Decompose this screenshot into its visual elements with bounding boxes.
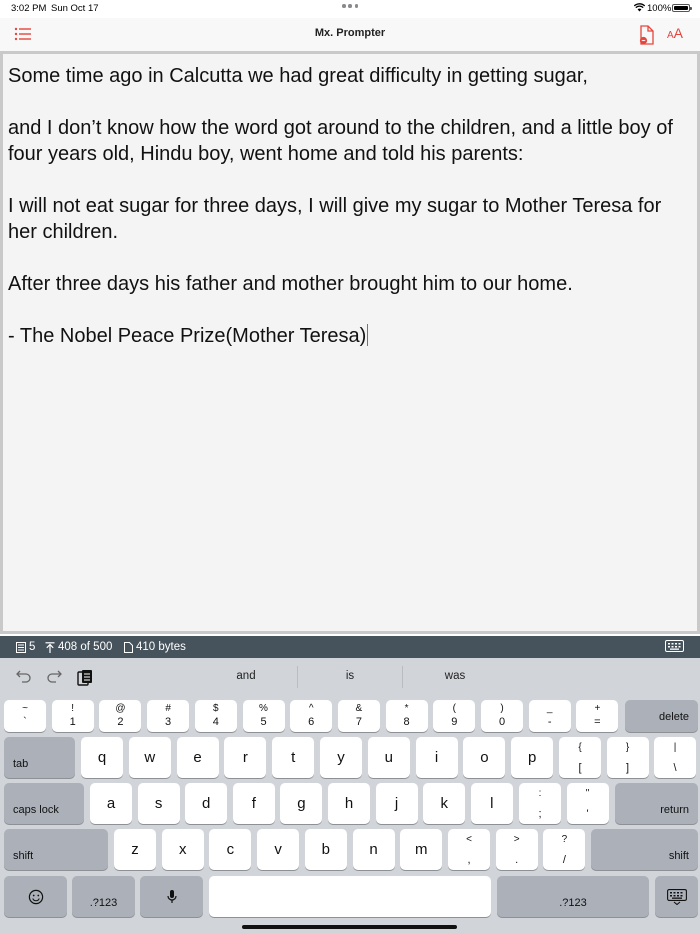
letter-key-v[interactable]	[257, 829, 299, 870]
key-shift-label: }	[625, 742, 630, 753]
suggestion-2[interactable]: is	[345, 670, 355, 682]
key-shift-label: @	[115, 703, 126, 714]
letter-key-m[interactable]	[400, 829, 442, 870]
character-count-value: 408 of 500	[58, 641, 113, 653]
key-label: 6	[308, 716, 315, 728]
numbers-right-key[interactable]	[497, 876, 649, 917]
key-label: x	[178, 840, 187, 858]
key-label: \	[673, 762, 677, 774]
key-label: u	[384, 748, 393, 766]
key-label: h	[344, 794, 354, 812]
keyboard	[0, 658, 700, 934]
status-bar	[0, 0, 700, 18]
symbol-key[interactable]	[496, 829, 538, 870]
key-label: y	[337, 748, 345, 766]
tab-key[interactable]	[4, 737, 75, 778]
key-label: 7	[355, 716, 362, 728]
key-label: 8	[403, 716, 410, 728]
key-shift-label: _	[546, 703, 553, 714]
editor-last-paragraph	[8, 323, 692, 349]
letter-key-e[interactable]	[177, 737, 219, 778]
caps-lock-key[interactable]	[4, 783, 84, 824]
letter-key-b[interactable]	[305, 829, 347, 870]
key-shift-label: %	[259, 703, 268, 714]
number-key[interactable]	[433, 700, 475, 732]
letter-key-o[interactable]	[463, 737, 505, 778]
letter-key-s[interactable]	[138, 783, 180, 824]
return-key-label: return	[660, 804, 689, 816]
shift-right-key[interactable]	[591, 829, 698, 870]
letter-key-q[interactable]	[81, 737, 123, 778]
number-key[interactable]	[481, 700, 523, 732]
battery-percent: 100%	[647, 3, 672, 14]
suggestion-1[interactable]: and	[236, 670, 256, 682]
key-label: '	[586, 808, 589, 820]
key-label: d	[202, 794, 211, 812]
key-shift-label: ?	[561, 834, 568, 845]
key-label: f	[251, 794, 256, 812]
key-shift-label: >	[513, 834, 520, 845]
multitasking-dots-icon[interactable]	[342, 4, 358, 8]
letter-key-c[interactable]	[209, 829, 251, 870]
key-label: 2	[117, 716, 124, 728]
caps-lock-key-label: caps lock	[13, 804, 59, 816]
paste-icon[interactable]	[77, 669, 93, 687]
shift-left-key[interactable]	[4, 829, 108, 870]
number-key[interactable]	[290, 700, 332, 732]
key-label: n	[369, 840, 378, 858]
byte-count	[124, 641, 186, 653]
key-label: p	[528, 748, 537, 766]
key-shift-label: <	[466, 834, 472, 845]
home-indicator	[242, 925, 457, 929]
number-key[interactable]	[576, 700, 618, 732]
key-label: =	[594, 716, 601, 728]
letter-key-t[interactable]	[272, 737, 314, 778]
suggestion-divider	[297, 666, 298, 688]
key-label: e	[193, 748, 202, 766]
letter-key-g[interactable]	[280, 783, 322, 824]
letter-key-p[interactable]	[511, 737, 553, 778]
letter-key-u[interactable]	[368, 737, 410, 778]
editor-paragraph: After three days his father and mother brought him to our home.	[8, 273, 573, 295]
tab-key-label: tab	[13, 758, 29, 770]
key-shift-label: )	[500, 703, 504, 714]
key-shift-label: #	[165, 703, 171, 714]
number-key[interactable]	[52, 700, 94, 732]
key-label: i	[434, 748, 439, 766]
delete-key[interactable]	[625, 700, 698, 732]
letter-key-w[interactable]	[129, 737, 171, 778]
delete-key-label: delete	[659, 711, 689, 723]
key-label: 0	[498, 716, 506, 728]
key-label: 5	[260, 716, 267, 728]
shift-left-key-label: shift	[13, 850, 34, 862]
letter-key-n[interactable]	[353, 829, 395, 870]
editor-paragraph: Some time ago in Calcutta we had great difficulty in getting sugar,	[8, 65, 588, 87]
key-shift-label: "	[585, 788, 590, 799]
suggestion-3[interactable]: was	[444, 670, 466, 682]
suggestion-bar	[0, 658, 700, 696]
numbers-left-key-label: .?123	[89, 897, 118, 909]
key-shift-label: {	[578, 742, 582, 753]
key-label: z	[131, 840, 139, 858]
dictation-key[interactable]	[140, 876, 203, 917]
editor-paragraph: - The Nobel Peace Prize(Mother Teresa)	[8, 325, 367, 347]
font-size-button[interactable]	[667, 25, 683, 41]
letter-key-h[interactable]	[328, 783, 370, 824]
key-label: 1	[69, 716, 76, 728]
emoji-icon	[28, 889, 43, 904]
shift-right-key-label: shift	[668, 850, 689, 862]
paragraph-count	[16, 641, 35, 653]
number-key[interactable]	[338, 700, 380, 732]
key-shift-label: !	[71, 703, 75, 714]
letter-key-j[interactable]	[376, 783, 418, 824]
key-label: 3	[165, 716, 172, 728]
text-editor[interactable]	[3, 54, 697, 631]
status-date: Sun Oct 17	[51, 3, 99, 14]
key-label: a	[106, 794, 116, 812]
symbol-key[interactable]	[519, 783, 561, 824]
microphone-icon	[167, 889, 177, 905]
byte-count-value: 410 bytes	[136, 641, 186, 653]
letter-key-r[interactable]	[224, 737, 266, 778]
key-label: ,	[467, 854, 471, 866]
number-key[interactable]	[386, 700, 428, 732]
symbol-key[interactable]	[567, 783, 609, 824]
number-key[interactable]	[195, 700, 237, 732]
redo-icon[interactable]	[46, 669, 62, 683]
text-cursor	[367, 324, 368, 346]
navigation-bar	[0, 18, 700, 51]
wifi-icon	[634, 3, 645, 12]
document-info-bar	[0, 636, 700, 658]
key-label: k	[440, 794, 448, 812]
font-big-label: A	[673, 25, 684, 41]
key-label: w	[144, 748, 156, 766]
editor-frame	[0, 51, 700, 634]
key-label: c	[226, 840, 235, 858]
letter-key-d[interactable]	[185, 783, 227, 824]
hide-keyboard-key[interactable]	[655, 876, 698, 917]
file-icon	[124, 642, 133, 653]
paragraph-count-value: 5	[29, 641, 36, 653]
key-label: .	[515, 854, 519, 866]
battery-icon	[672, 4, 690, 12]
letter-key-a[interactable]	[90, 783, 132, 824]
key-label: 9	[451, 716, 458, 728]
letter-key-l[interactable]	[471, 783, 513, 824]
symbol-key[interactable]	[543, 829, 585, 870]
number-key[interactable]	[4, 700, 46, 732]
document-settings-icon[interactable]	[638, 25, 656, 45]
key-label: m	[414, 840, 428, 858]
key-shift-label: ^	[308, 703, 314, 714]
letter-key-i[interactable]	[416, 737, 458, 778]
key-shift-label: (	[452, 703, 456, 714]
key-label: g	[297, 794, 306, 812]
status-time: 3:02 PM	[11, 3, 47, 14]
letter-key-z[interactable]	[114, 829, 156, 870]
key-label: [	[578, 762, 582, 774]
key-label: ;	[538, 808, 542, 820]
key-shift-label: $	[213, 703, 219, 714]
number-key[interactable]	[147, 700, 189, 732]
font-small-label: A	[667, 30, 674, 41]
undo-icon[interactable]	[16, 669, 32, 683]
key-label: 4	[212, 716, 219, 728]
keyboard-dismiss-icon[interactable]	[665, 640, 684, 654]
upload-arrow-icon	[45, 642, 55, 653]
key-shift-label: &	[355, 703, 363, 714]
letter-key-x[interactable]	[162, 829, 204, 870]
key-shift-label: *	[404, 703, 409, 714]
number-key[interactable]	[529, 700, 571, 732]
key-label: /	[562, 854, 566, 866]
key-label: b	[321, 840, 330, 858]
key-label: v	[274, 840, 282, 858]
key-label: -	[547, 716, 552, 728]
editor-paragraph: and I don’t know how the word got around to the children, and a little boy of four years old, Hindu boy, went home and told his parents:	[8, 117, 673, 165]
keyboard-dismiss-icon	[667, 889, 687, 905]
symbol-key[interactable]	[559, 737, 601, 778]
character-count	[45, 641, 112, 653]
symbol-key[interactable]	[448, 829, 490, 870]
key-shift-label: :	[538, 788, 542, 799]
suggestion-divider	[402, 666, 403, 688]
space-key[interactable]	[209, 876, 491, 917]
number-key[interactable]	[99, 700, 141, 732]
symbol-key[interactable]	[607, 737, 649, 778]
symbol-key[interactable]	[654, 737, 696, 778]
number-key[interactable]	[243, 700, 285, 732]
key-label: ]	[625, 762, 630, 774]
numbers-right-key-label: .?123	[559, 897, 587, 909]
return-key[interactable]	[615, 783, 698, 824]
emoji-key[interactable]	[4, 876, 67, 917]
key-label: `	[23, 716, 27, 728]
key-label: q	[97, 748, 107, 766]
numbers-left-key[interactable]	[72, 876, 135, 917]
paragraph-icon	[16, 642, 26, 653]
key-label: r	[242, 748, 248, 766]
key-label: s	[154, 794, 163, 812]
page-title: Mx. Prompter	[314, 27, 386, 39]
letter-key-k[interactable]	[423, 783, 465, 824]
key-label: o	[480, 748, 489, 766]
key-shift-label: |	[673, 742, 677, 753]
key-label: j	[394, 794, 399, 812]
key-shift-label: ~	[22, 703, 28, 714]
letter-key-f[interactable]	[233, 783, 275, 824]
key-label: t	[291, 748, 296, 766]
letter-key-y[interactable]	[320, 737, 362, 778]
key-label: l	[490, 794, 494, 812]
key-shift-label: +	[594, 703, 601, 714]
editor-paragraph: I will not eat sugar for three days, I will give my sugar to Mother Teresa for her children.	[8, 195, 662, 243]
